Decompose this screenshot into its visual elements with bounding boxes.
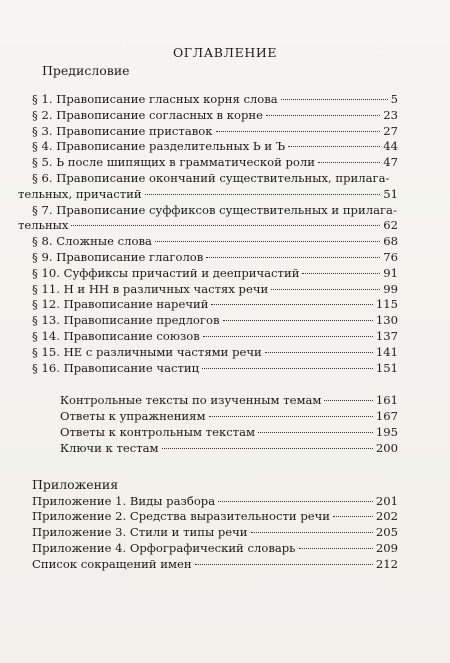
page-number: 115: [375, 297, 398, 312]
toc-entry: [18, 187, 398, 202]
page-number: 137: [375, 329, 398, 343]
toc-entry-label: § 7. Правописание суффиксов существительных и прилага-: [32, 202, 397, 217]
page-number: 68: [383, 234, 398, 249]
toc-entry-label: Приложение 3. Стили и типы речи: [32, 525, 248, 540]
appendix-entry: [32, 494, 398, 509]
toc-entry: [32, 361, 398, 376]
page-number: 201: [375, 493, 398, 508]
dot-leader: [71, 225, 380, 226]
dot-leader: [206, 257, 380, 258]
toc-entry-label: Список сокращений имен: [32, 556, 192, 571]
toc-entry-label: § 14. Правописание союзов: [32, 329, 200, 343]
dot-leader: [216, 131, 381, 132]
toc-entry-label: § 10. Суффиксы причастий и деепричастий: [32, 265, 300, 280]
toc-entry-label: § 12. Правописание наречий: [32, 297, 209, 312]
toc-entry-label: Приложение 1. Виды разбора: [32, 493, 216, 508]
dot-leader: [202, 368, 373, 369]
toc-entry-label: § 8. Сложные слова: [32, 234, 152, 249]
dot-leader: [223, 320, 373, 321]
toc-entry: [32, 282, 398, 297]
page-number: 91: [383, 265, 398, 280]
toc-entry-label: § 4. Правописание разделительных Ь и Ъ: [32, 139, 286, 154]
dot-leader: [211, 304, 372, 305]
dot-leader: [324, 400, 372, 401]
page-number: 195: [375, 425, 398, 439]
page-title: ОГЛАВЛЕНИЕ: [172, 45, 278, 60]
toc-entry-label: § 3. Правописание приставок: [32, 123, 213, 138]
dot-leader: [288, 146, 380, 147]
appendix-entry: [32, 509, 398, 524]
toc-extra-entry: [60, 425, 398, 440]
dot-leader: [155, 241, 380, 242]
toc-entry-continuation: тельных: [18, 218, 69, 233]
toc-entry: [32, 250, 398, 265]
page-number: 23: [383, 107, 398, 122]
dot-leader: [203, 336, 373, 337]
toc-entry-label: § 15. НЕ с различными частями речи: [32, 344, 262, 359]
toc-entry-label: Контрольные тексты по изученным темам: [60, 393, 322, 408]
page-number: 200: [375, 440, 398, 455]
dot-leader: [258, 432, 373, 433]
page-number: 76: [383, 250, 398, 264]
toc-extra-entry: [60, 409, 398, 424]
toc-entry-label: Ответы к упражнениям: [60, 409, 206, 424]
page-number: 205: [375, 525, 398, 540]
toc-entry-continuation: тельных, причастий: [18, 186, 142, 201]
dot-leader: [302, 273, 380, 274]
page-number: 151: [375, 360, 398, 375]
toc-entry: [32, 92, 398, 107]
toc-entry-label: § 6. Правописание окончаний существительных, прилага-: [32, 171, 390, 185]
toc-extra-entry: [60, 441, 398, 456]
toc-entry-label: § 5. Ь после шипящих в грамматической роли: [32, 155, 315, 170]
appendix-entry: [32, 557, 398, 572]
toc-entry-label: § 2. Правописание согласных в корне: [32, 107, 263, 122]
toc-entry-label: § 9. Правописание глаголов: [32, 250, 204, 264]
toc-entry-label: Ключи к тестам: [60, 440, 159, 455]
page-number: 51: [383, 186, 398, 201]
dot-leader: [299, 548, 373, 549]
toc-entry: [32, 155, 398, 170]
dot-leader: [145, 194, 381, 195]
page-number: 161: [375, 393, 398, 408]
page-number: 5: [390, 92, 398, 106]
toc-entry-label: § 16. Правописание частиц: [32, 360, 200, 375]
toc-entry-label: § 11. Н и НН в различных частях речи: [32, 281, 269, 296]
toc-entry: [32, 124, 398, 139]
toc-entry-label: Приложение 4. Орфографический словарь: [32, 541, 296, 555]
preface-entry: Предисловие: [42, 63, 130, 78]
dot-leader: [265, 352, 373, 353]
appendix-heading: Приложения: [32, 476, 119, 492]
dot-leader: [195, 564, 373, 565]
toc-entry-label: Ответы к контрольным текстам: [60, 425, 256, 439]
page-number: 212: [375, 556, 398, 571]
dot-leader: [162, 448, 373, 449]
dot-leader: [251, 532, 373, 533]
dot-leader: [218, 501, 373, 502]
page-number: 130: [375, 313, 398, 328]
dot-leader: [266, 115, 380, 116]
dot-leader: [281, 99, 388, 100]
toc-entry-label: § 13. Правописание предлогов: [32, 313, 220, 328]
toc-entry: [18, 218, 398, 233]
toc-entry-label: § 1. Правописание гласных корня слова: [32, 92, 278, 106]
dot-leader: [271, 289, 380, 290]
toc-entry: [32, 266, 398, 281]
toc-entry: [32, 345, 398, 360]
toc-extra-entry: [60, 393, 398, 408]
page-number: 47: [383, 155, 398, 170]
page-number: 62: [383, 218, 398, 233]
toc-entry: [32, 139, 398, 154]
page-number: 44: [383, 139, 398, 154]
toc-entry: [32, 313, 398, 328]
dot-leader: [318, 162, 380, 163]
toc-entry: [32, 234, 398, 249]
dot-leader: [209, 416, 373, 417]
dot-leader: [333, 516, 373, 517]
toc-entry-label: Приложение 2. Средства выразительности речи: [32, 509, 330, 524]
page-number: 27: [383, 123, 398, 138]
page-number: 209: [375, 541, 398, 555]
appendix-entry: [32, 541, 398, 556]
page-number: 202: [375, 509, 398, 524]
appendix-entry: [32, 525, 398, 540]
page-number: 99: [383, 281, 398, 296]
toc-entry: [32, 297, 398, 312]
page-number: 141: [375, 344, 398, 359]
toc-entry: [32, 329, 398, 344]
page-number: 167: [375, 409, 398, 424]
toc-entry: [32, 108, 398, 123]
